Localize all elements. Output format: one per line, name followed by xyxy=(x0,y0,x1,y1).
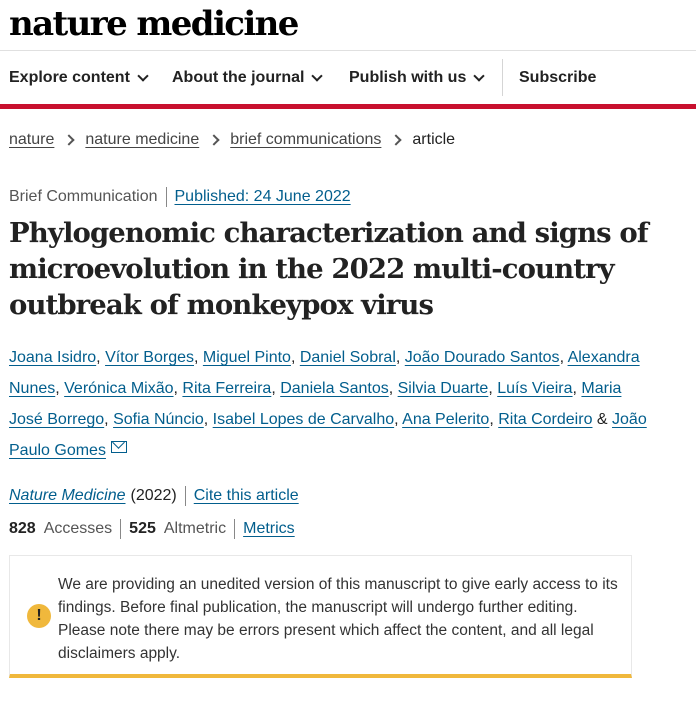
author-link[interactable]: Rita Ferreira xyxy=(182,380,272,397)
citation-meta xyxy=(9,486,299,506)
article-meta xyxy=(9,187,351,207)
nav-divider xyxy=(502,59,503,96)
breadcrumb xyxy=(9,131,455,149)
author-link[interactable]: Ana Pelerito xyxy=(402,411,490,428)
unedited-manuscript-notice xyxy=(9,555,632,678)
accesses-count: 828 xyxy=(9,520,36,537)
author-list: Joana Isidro, Vítor Borges, Miguel Pinto, Daniel Sobral, João Dourado Santos, Alexandra Nunes, Verónica Mixão, Rita Ferreira, Daniela Santos, Silvia Duarte, Luís Vieira, Maria José Borrego, Sofia Núncio, Isabel Lopes de Carvalho, Ana Pelerito, Rita Cordeiro & João Paulo Gomes xyxy=(9,349,647,459)
chevron-down-icon xyxy=(474,70,485,81)
journal-logo[interactable]: nature medicine xyxy=(9,4,298,44)
notice-text: We are providing an unedited version of this manuscript to give early access to its findings. Before final publication, the manuscript will undergo further editing. Please note there may be errors present which affect the content, and all legal disclaimers apply. xyxy=(58,576,618,662)
nav-about-the-journal-label: About the journal xyxy=(172,68,305,86)
nav-about-the-journal[interactable] xyxy=(172,51,321,104)
envelope-icon[interactable] xyxy=(111,441,127,453)
main-nav xyxy=(0,51,696,104)
author-link[interactable]: Isabel Lopes de Carvalho xyxy=(212,411,395,428)
publication-year: (2022) xyxy=(130,487,177,504)
breadcrumb-brief-communications[interactable]: brief communications xyxy=(230,131,382,148)
author-link[interactable]: Luís Vieira xyxy=(497,380,573,397)
author-link[interactable]: Daniela Santos xyxy=(280,380,389,397)
meta-divider xyxy=(185,486,186,506)
author-link[interactable]: Miguel Pinto xyxy=(202,349,291,366)
published-date-link[interactable]: Published: 24 June 2022 xyxy=(174,188,351,205)
nav-publish-with-us-label: Publish with us xyxy=(349,68,467,86)
author-link[interactable]: Joana Isidro xyxy=(9,349,97,366)
author-link[interactable]: João Paulo Gomes xyxy=(9,411,647,459)
chevron-right-icon xyxy=(391,134,402,145)
chevron-down-icon xyxy=(137,70,148,81)
nav-publish-with-us[interactable] xyxy=(349,51,483,104)
author-link[interactable]: João Dourado Santos xyxy=(404,349,560,366)
article-metrics xyxy=(9,519,295,539)
author-link[interactable]: Silvia Duarte xyxy=(397,380,489,397)
article-title: Phylogenomic characterization and signs of microevolution in the 2022 multi-country outbreak of monkeypox virus xyxy=(9,217,648,321)
subscribe-label: Subscribe xyxy=(519,68,597,86)
meta-divider xyxy=(166,187,167,207)
author-link[interactable]: Rita Cordeiro xyxy=(498,411,593,428)
chevron-right-icon xyxy=(64,134,75,145)
chevron-down-icon xyxy=(312,70,323,81)
metrics-link[interactable]: Metrics xyxy=(243,520,295,537)
author-link[interactable]: Maria José Borrego xyxy=(9,380,622,428)
meta-divider xyxy=(234,519,235,539)
altmetric-count: 525 xyxy=(129,520,156,537)
meta-divider xyxy=(120,519,121,539)
nav-explore-content-label: Explore content xyxy=(9,68,130,86)
author-link[interactable]: Alexandra Nunes xyxy=(9,349,640,397)
breadcrumb-nature-medicine[interactable]: nature medicine xyxy=(85,131,200,148)
chevron-right-icon xyxy=(209,134,220,145)
breadcrumb-current: article xyxy=(412,131,456,148)
journal-link[interactable]: Nature Medicine xyxy=(9,487,126,504)
exclamation-circle-icon: ! xyxy=(27,604,51,628)
altmetric-label: Altmetric xyxy=(163,520,227,537)
cite-article-link[interactable]: Cite this article xyxy=(193,487,299,504)
author-link[interactable]: Sofia Núncio xyxy=(113,411,204,428)
author-link[interactable]: Vítor Borges xyxy=(105,349,194,366)
subscribe-link[interactable] xyxy=(519,51,596,104)
author-link[interactable]: Verónica Mixão xyxy=(64,380,174,397)
brand-bar xyxy=(0,104,696,109)
author-link[interactable]: Daniel Sobral xyxy=(299,349,396,366)
breadcrumb-nature[interactable]: nature xyxy=(9,131,55,148)
nav-explore-content[interactable] xyxy=(9,51,147,104)
article-type: Brief Communication xyxy=(9,188,158,205)
accesses-label: Accesses xyxy=(43,520,113,537)
